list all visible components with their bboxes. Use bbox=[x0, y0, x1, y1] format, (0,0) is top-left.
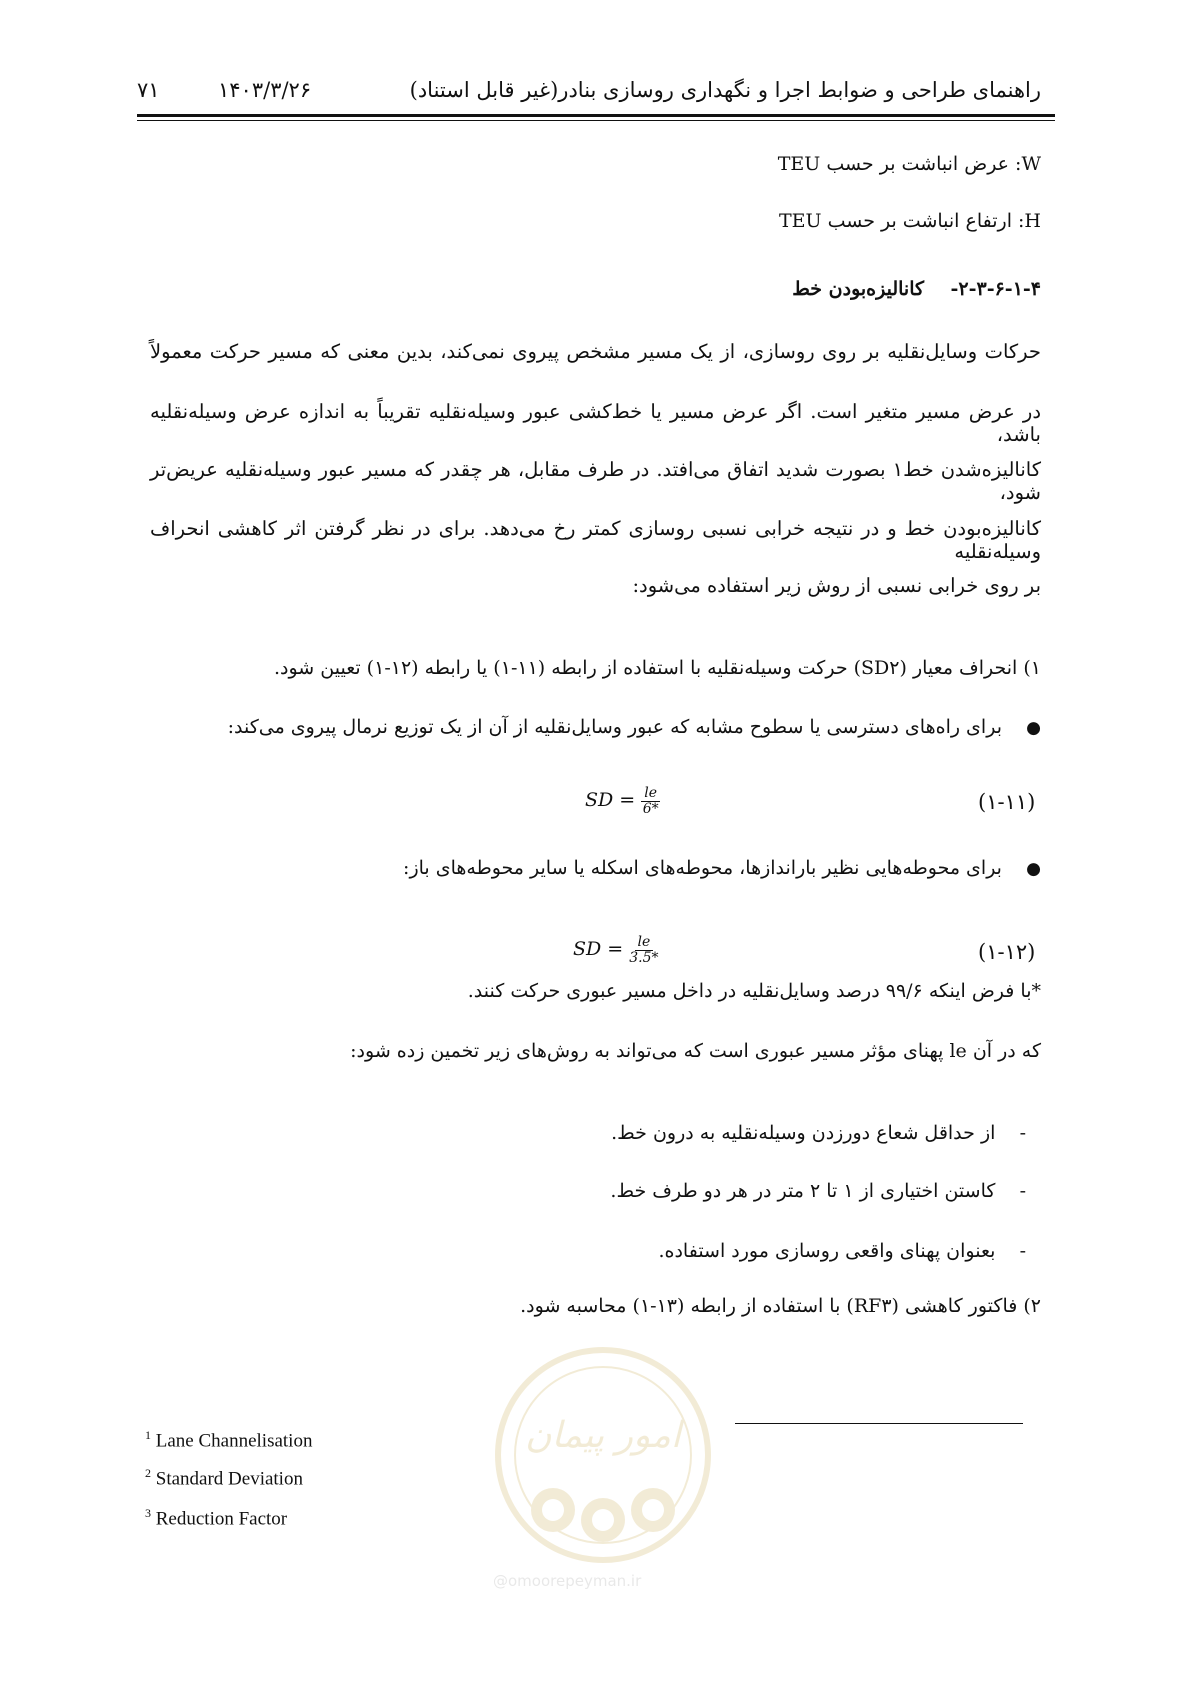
dash-icon: - bbox=[1019, 1122, 1026, 1144]
paragraph-line: کانالیزه‌شدن خط۱ بصورت شدید اتفاق می‌افتد. در طرف مقابل، هر چقدر که مسیر عبور وسیله‌نقلیه عریض‌تر شود، bbox=[150, 458, 1041, 504]
bullet-icon: ● bbox=[1026, 718, 1041, 738]
footnote-rule bbox=[735, 1423, 1023, 1424]
section-title: کانالیزه‌بودن خط bbox=[792, 278, 925, 300]
paragraph-line: حرکات وسایل‌نقلیه بر روی روسازی، از یک مسیر مشخص پیروی نمی‌کند، بدین معنی که مسیر حرکت معمولاً bbox=[150, 340, 1041, 363]
paragraph-line: کانالیزه‌بودن خط و در نتیجه خرابی نسبی روسازی کمتر رخ می‌دهد. برای در نظر گرفتن اثر کاهشی انحراف وسیله‌نقلیه bbox=[150, 517, 1041, 563]
header-rule-thin bbox=[137, 120, 1055, 121]
equation-1-number: (۱-۱۱) bbox=[978, 790, 1036, 814]
bullet-icon: ● bbox=[1026, 859, 1041, 879]
method-item bbox=[610, 1180, 1026, 1202]
dash-icon: - bbox=[1019, 1180, 1026, 1202]
bullet-text: برای محوطه‌هایی نظیر باراندازها، محوطه‌های اسکله یا سایر محوطه‌های باز: bbox=[403, 857, 1002, 879]
method-item bbox=[611, 1122, 1026, 1144]
footnote-item bbox=[145, 1466, 303, 1490]
header-rule-thick bbox=[137, 114, 1055, 117]
equation-2 bbox=[573, 935, 659, 965]
paragraph-line: بر روی خرابی نسبی از روش زیر استفاده می‌شود: bbox=[632, 574, 1041, 597]
footnote-number: 3 bbox=[145, 1506, 151, 1520]
paragraph-line: در عرض مسیر متغیر است. اگر عرض مسیر یا خط‌کشی عبور وسیله‌نقلیه تقریباً به اندازه عرض وسیله‌نقلیه باشد، bbox=[150, 400, 1041, 446]
bullet-item bbox=[403, 857, 1041, 879]
watermark bbox=[488, 1340, 718, 1590]
watermark-text: @omoorepeyman.ir bbox=[493, 1572, 642, 1590]
footnote-number: 1 bbox=[145, 1428, 151, 1442]
step-1: ۱) انحراف معیار (SD۲) حرکت وسیله‌نقلیه با استفاده از رابطه (۱۱-۱) یا رابطه (۱۲-۱) تعیین شود. bbox=[273, 657, 1041, 679]
page-number: ۷۱ bbox=[137, 78, 160, 102]
equation-2-number: (۱-۱۲) bbox=[978, 940, 1036, 964]
equation-fraction bbox=[629, 935, 658, 965]
bullet-text: برای راه‌های دسترسی یا سطوح مشابه که عبور وسایل‌نقلیه از آن از یک توزیع نرمال پیروی می‌کند: bbox=[227, 716, 1002, 738]
step-2: ۲) فاکتور کاهشی (RF۳) با استفاده از رابطه (۱۳-۱) محاسبه شود. bbox=[520, 1295, 1041, 1317]
method-text: کاستن اختیاری از ۱ تا ۲ متر در هر دو طرف خط. bbox=[610, 1180, 996, 1202]
equation-fraction bbox=[641, 786, 660, 816]
where-line: که در آن le پهنای مؤثر مسیر عبوری است که می‌تواند به روش‌های زیر تخمین زده شود: bbox=[350, 1040, 1041, 1062]
header-title: راهنمای طراحی و ضوابط اجرا و نگهداری روسازی بنادر(غیر قابل استناد) bbox=[409, 78, 1041, 102]
footnote-item bbox=[145, 1428, 312, 1452]
fraction-numerator: le bbox=[641, 786, 660, 802]
section-heading bbox=[792, 278, 1041, 300]
fraction-denominator: 3.5* bbox=[629, 949, 659, 966]
definition-h: H: ارتفاع انباشت بر حسب TEU bbox=[778, 210, 1041, 232]
method-text: بعنوان پهنای واقعی روسازی مورد استفاده. bbox=[658, 1240, 996, 1262]
equation-lhs: SD = bbox=[585, 789, 636, 812]
section-number: ۲-۳-۶-۱-۴- bbox=[950, 278, 1041, 300]
footnote-number: 2 bbox=[145, 1466, 151, 1480]
method-item bbox=[658, 1240, 1026, 1262]
footnote-item bbox=[145, 1506, 287, 1530]
method-text: از حداقل شعاع دورزدن وسیله‌نقلیه به درون خط. bbox=[611, 1122, 996, 1144]
header-date: ۱۴۰۳/۳/۲۶ bbox=[218, 78, 312, 102]
equation-lhs: SD = bbox=[573, 938, 624, 961]
footnote-text: Reduction Factor bbox=[155, 1508, 288, 1530]
fraction-numerator: le bbox=[635, 935, 654, 951]
assumption-note: *با فرض اینکه ۹۹/۶ درصد وسایل‌نقلیه در داخل مسیر عبوری حرکت کنند. bbox=[467, 980, 1041, 1002]
equation-1 bbox=[585, 786, 660, 816]
bullet-item bbox=[228, 716, 1041, 738]
fraction-denominator: 6* bbox=[642, 800, 659, 817]
dash-icon: - bbox=[1019, 1240, 1026, 1262]
definition-w: W: عرض انباشت بر حسب TEU bbox=[777, 153, 1041, 175]
footnote-text: Standard Deviation bbox=[155, 1468, 303, 1490]
footnote-text: Lane Channelisation bbox=[155, 1430, 313, 1452]
watermark-logo-text: امور پیمان bbox=[525, 1415, 681, 1456]
